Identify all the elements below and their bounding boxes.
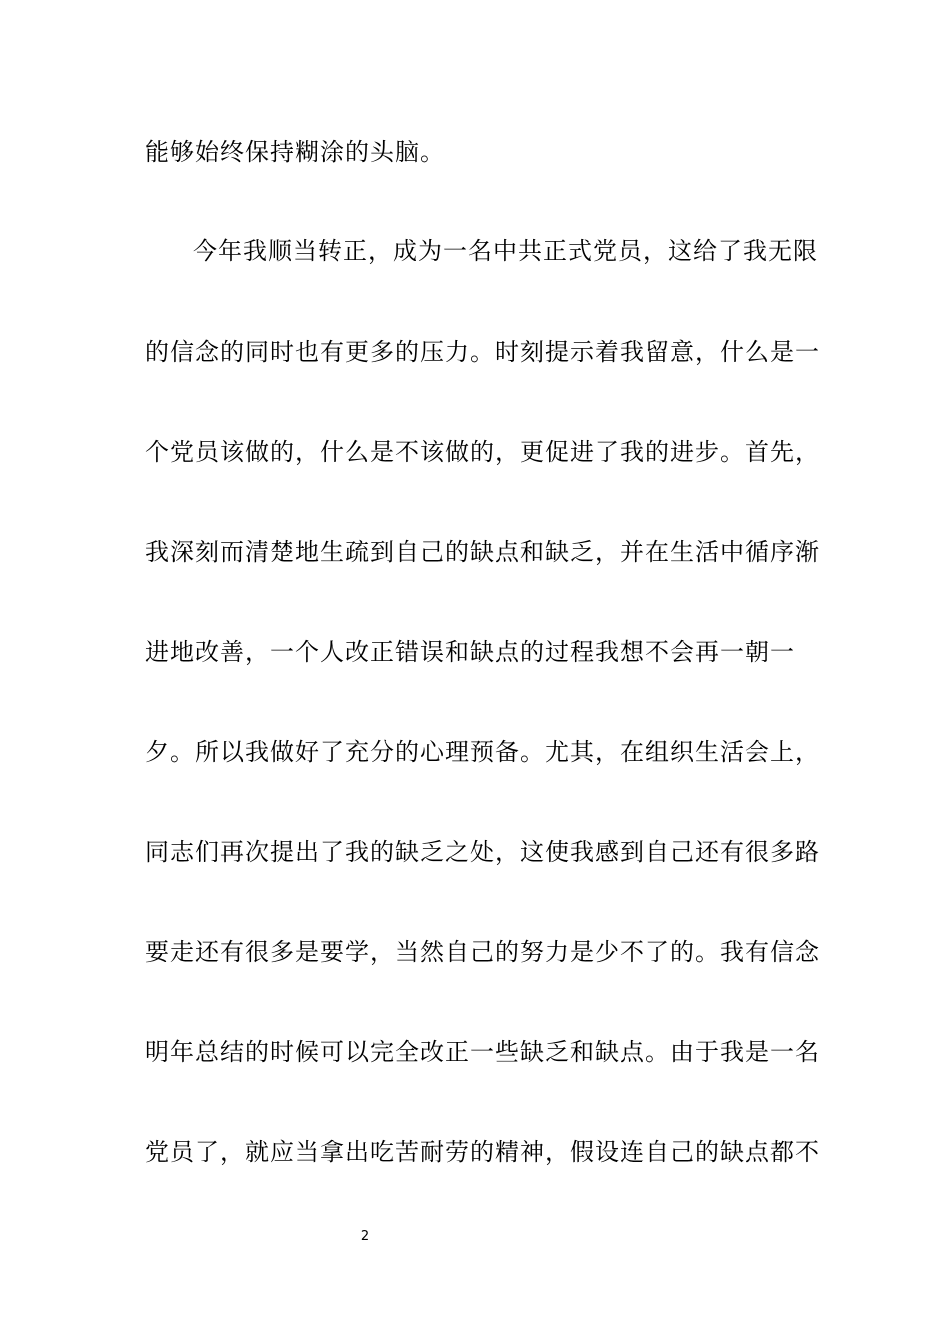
text-line: 的信念的同时也有更多的压力。时刻提示着我留意，什么是一 <box>145 338 820 366</box>
text-line: 党员了，就应当拿出吃苦耐劳的精神，假设连自己的缺点都不 <box>145 1138 820 1166</box>
text-line: 我深刻而清楚地生疏到自己的缺点和缺乏，并在生活中循序渐 <box>145 538 820 566</box>
page-number: 2 <box>360 1229 370 1244</box>
text-line: 能够始终保持糊涂的头脑。 <box>145 138 445 166</box>
text-line: 明年总结的时候可以完全改正一些缺乏和缺点。由于我是一名 <box>145 1038 820 1066</box>
text-line: 夕。所以我做好了充分的心理预备。尤其，在组织生活会上， <box>145 738 820 766</box>
text-line: 个党员该做的，什么是不该做的，更促进了我的进步。首先， <box>145 438 820 466</box>
text-line: 今年我顺当转正，成为一名中共正式党员，这给了我无限 <box>193 237 818 265</box>
text-line: 要走还有很多是要学，当然自己的努力是少不了的。我有信念 <box>145 938 820 966</box>
text-line: 同志们再次提出了我的缺乏之处，这使我感到自己还有很多路 <box>145 838 820 866</box>
text-line: 进地改善，一个人改正错误和缺点的过程我想不会再一朝一 <box>145 638 795 666</box>
